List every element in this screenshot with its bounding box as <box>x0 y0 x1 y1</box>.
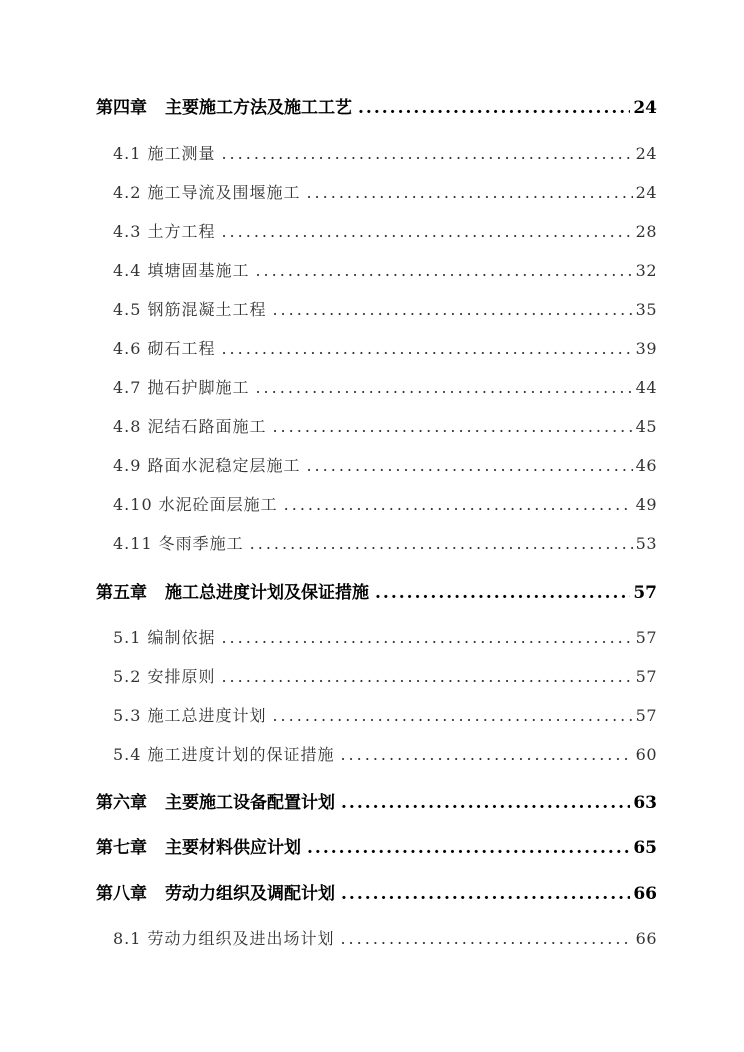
toc-entry-number: 第七章 <box>96 838 147 858</box>
toc-entry-page: 66 <box>633 884 657 904</box>
toc-entry-number: 4.10 <box>113 495 153 514</box>
toc-entry-number: 4.6 <box>113 339 142 358</box>
toc-entry-title: 主要施工方法及施工工艺 <box>165 98 352 118</box>
toc-section-4-10[interactable] <box>113 492 657 515</box>
toc-chapter-6[interactable] <box>96 788 657 813</box>
toc-dot-leader <box>341 793 630 813</box>
toc-entry-page: 63 <box>633 793 657 813</box>
toc-dot-leader <box>340 929 632 948</box>
toc-section-4-4[interactable] <box>113 258 657 281</box>
toc-entry-title: 钢筋混凝土工程 <box>147 300 267 319</box>
toc-entry-page: 39 <box>635 339 657 358</box>
toc-entry-title: 劳动力组织及调配计划 <box>165 884 335 904</box>
toc-entry-page: 45 <box>635 417 657 436</box>
toc-chapter-8[interactable] <box>96 879 657 904</box>
toc-entry-page: 60 <box>635 745 657 764</box>
toc-chapter-5[interactable] <box>96 578 657 603</box>
toc-entry-number: 4.7 <box>113 378 142 397</box>
toc-section-5-4[interactable] <box>113 742 657 765</box>
toc-entry-page: 57 <box>633 583 657 603</box>
toc-entry-title: 主要施工设备配置计划 <box>165 793 335 813</box>
toc-entry-number: 5.1 <box>113 628 142 647</box>
toc-dot-leader <box>221 667 632 686</box>
toc-entry-title: 施工导流及围堰施工 <box>147 183 301 202</box>
toc-entry-page: 24 <box>633 98 657 118</box>
toc-section-4-9[interactable] <box>113 453 657 476</box>
toc-entry-title: 泥结石路面施工 <box>147 417 267 436</box>
toc-entry-number: 5.2 <box>113 667 142 686</box>
toc-entry-number: 4.9 <box>113 456 142 475</box>
toc-entry-number: 第四章 <box>96 98 147 118</box>
toc-dot-leader <box>272 417 632 436</box>
toc-entry-title: 编制依据 <box>147 628 216 647</box>
toc-entry-title: 水泥砼面层施工 <box>158 495 278 514</box>
toc-entry-title: 施工总进度计划及保证措施 <box>165 583 369 603</box>
toc-dot-leader <box>221 628 632 647</box>
toc-dot-leader <box>221 144 632 163</box>
toc-dot-leader <box>375 583 630 603</box>
toc-dot-leader <box>306 456 632 475</box>
toc-entry-number: 5.3 <box>113 706 142 725</box>
toc-dot-leader <box>255 261 632 280</box>
toc-entry-title: 砌石工程 <box>147 339 216 358</box>
toc-dot-leader <box>221 222 632 241</box>
toc-section-4-2[interactable] <box>113 180 657 203</box>
toc-entry-page: 44 <box>635 378 657 397</box>
toc-entry-page: 57 <box>635 628 657 647</box>
toc-entry-number: 8.1 <box>113 929 142 948</box>
toc-entry-page: 24 <box>635 183 657 202</box>
toc-entry-title: 施工测量 <box>147 144 216 163</box>
toc-entry-title: 安排原则 <box>147 667 216 686</box>
toc-entry-page: 24 <box>635 144 657 163</box>
toc-dot-leader <box>221 339 632 358</box>
toc-section-8-1[interactable] <box>113 926 657 949</box>
toc-section-4-8[interactable] <box>113 414 657 437</box>
toc-entry-title: 填塘固基施工 <box>147 261 250 280</box>
toc-dot-leader <box>307 838 630 858</box>
toc-entry-number: 第五章 <box>96 583 147 603</box>
toc-entry-number: 4.2 <box>113 183 142 202</box>
toc-entry-page: 65 <box>633 838 657 858</box>
toc-entry-number: 4.8 <box>113 417 142 436</box>
toc-entry-number: 4.4 <box>113 261 142 280</box>
toc-section-4-6[interactable] <box>113 336 657 359</box>
toc-entry-title: 路面水泥稳定层施工 <box>147 456 301 475</box>
toc-section-4-11[interactable] <box>113 531 657 554</box>
toc-entry-number: 4.11 <box>113 534 153 553</box>
toc-chapter-7[interactable] <box>96 833 657 858</box>
toc-section-5-2[interactable] <box>113 664 657 687</box>
toc-section-5-3[interactable] <box>113 703 657 726</box>
toc-dot-leader <box>250 534 633 553</box>
toc-entry-number: 第八章 <box>96 884 147 904</box>
toc-dot-leader <box>255 378 632 397</box>
toc-section-5-1[interactable] <box>113 625 657 648</box>
toc-dot-leader <box>358 98 630 118</box>
toc-entry-page: 66 <box>635 929 657 948</box>
toc-entry-page: 49 <box>635 495 657 514</box>
toc-entry-number: 第六章 <box>96 793 147 813</box>
toc-entry-title: 劳动力组织及进出场计划 <box>147 929 335 948</box>
toc-entry-title: 抛石护脚施工 <box>147 378 250 397</box>
toc-entry-title: 主要材料供应计划 <box>165 838 301 858</box>
toc-chapter-4[interactable] <box>96 93 657 118</box>
toc-dot-leader <box>341 884 630 904</box>
toc-section-4-5[interactable] <box>113 297 657 320</box>
toc-entry-number: 4.5 <box>113 300 142 319</box>
toc-dot-leader <box>340 745 632 764</box>
toc-entry-page: 46 <box>635 456 657 475</box>
toc-entry-title: 土方工程 <box>147 222 216 241</box>
toc-entry-page: 35 <box>635 300 657 319</box>
toc-entry-number: 4.1 <box>113 144 142 163</box>
toc-section-4-1[interactable] <box>113 141 657 164</box>
toc-dot-leader <box>272 706 632 725</box>
toc-entry-title: 施工总进度计划 <box>147 706 267 725</box>
toc-entry-page: 57 <box>635 667 657 686</box>
toc-section-4-7[interactable] <box>113 375 657 398</box>
toc-entry-page: 57 <box>635 706 657 725</box>
toc-dot-leader <box>272 300 632 319</box>
toc-dot-leader <box>306 183 632 202</box>
toc-entry-number: 5.4 <box>113 745 142 764</box>
toc-entry-title: 冬雨季施工 <box>158 534 244 553</box>
toc-section-4-3[interactable] <box>113 219 657 242</box>
toc-entry-page: 53 <box>635 534 657 553</box>
toc-entry-number: 4.3 <box>113 222 142 241</box>
toc-entry-title: 施工进度计划的保证措施 <box>147 745 335 764</box>
toc-dot-leader <box>284 495 633 514</box>
toc-entry-page: 32 <box>635 261 657 280</box>
toc-entry-page: 28 <box>635 222 657 241</box>
